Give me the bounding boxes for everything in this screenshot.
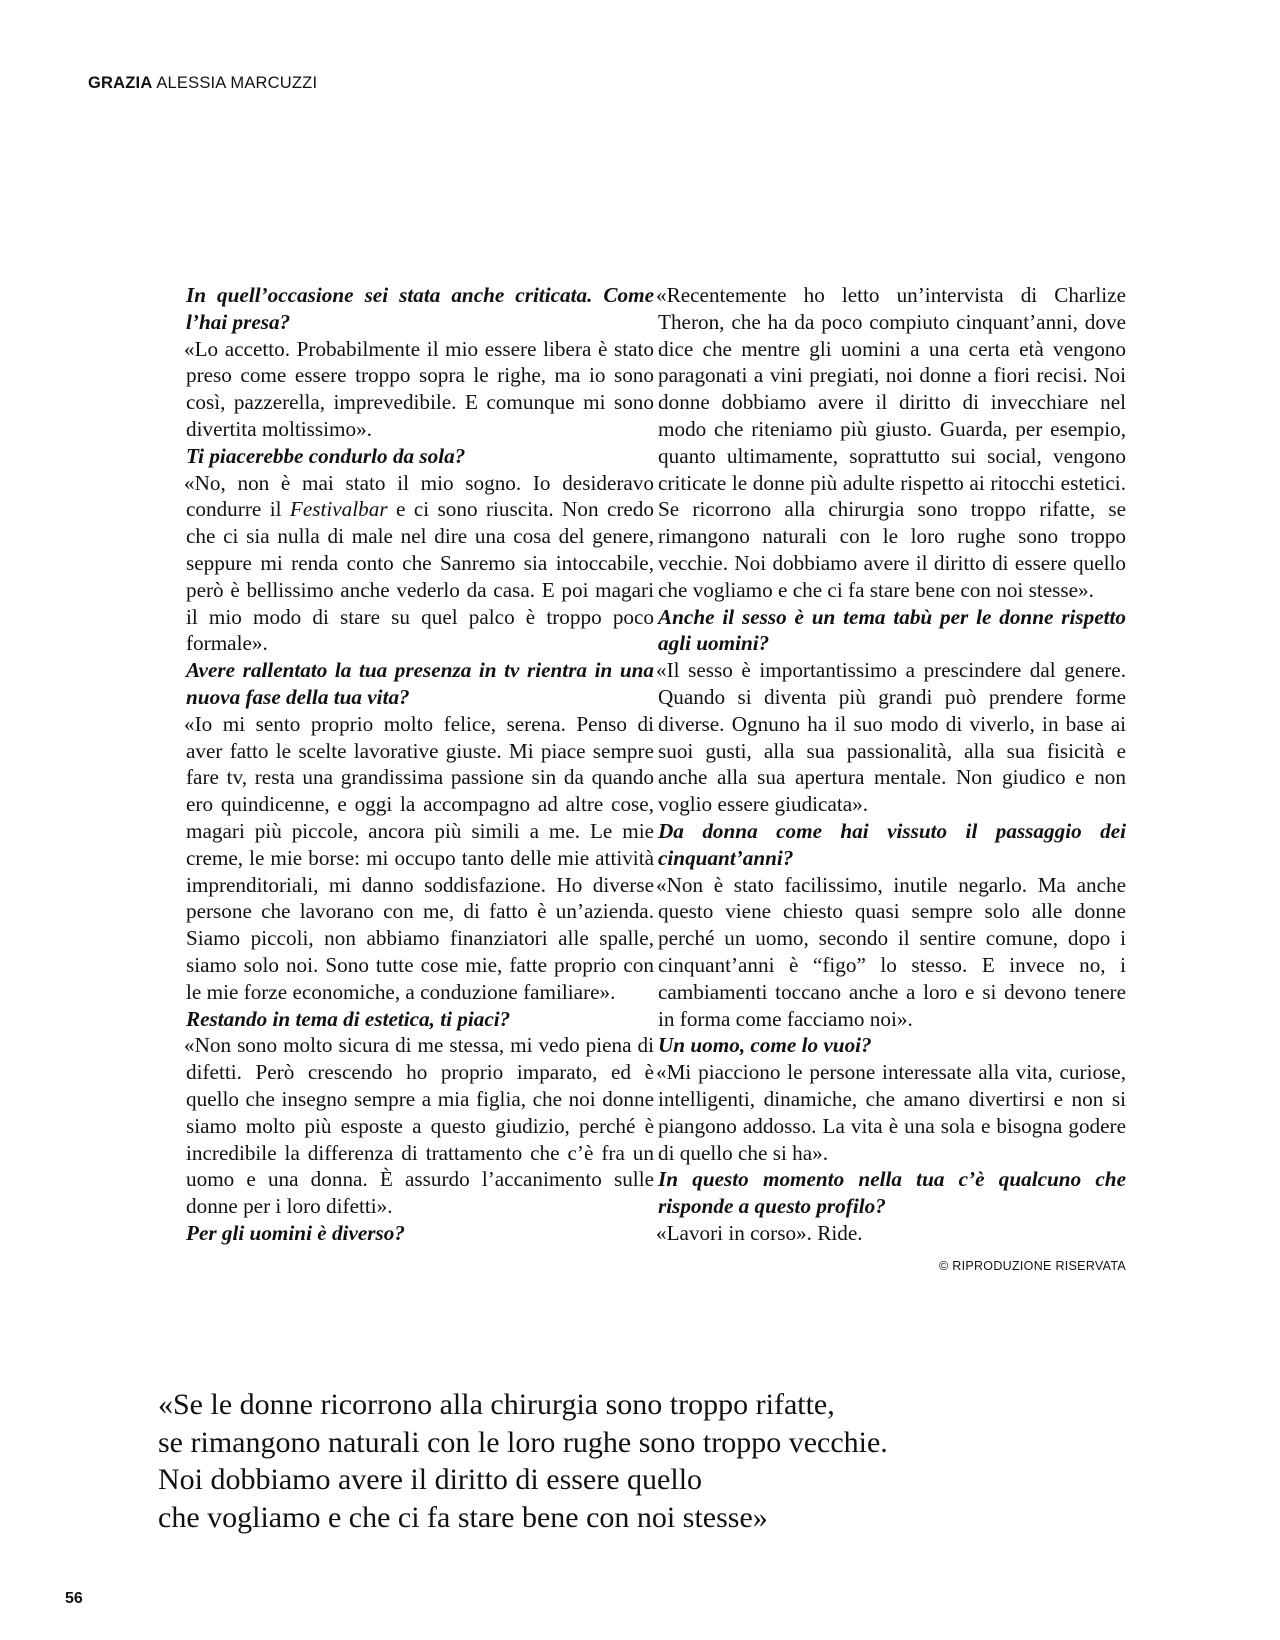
interview-question: Un uomo, come lo vuoi?	[658, 1033, 872, 1058]
article-column-right	[658, 282, 1126, 1279]
interview-question: Restando in tema di estetica, ti piaci?	[186, 1006, 511, 1031]
pull-quote	[158, 1386, 1178, 1536]
pull-quote-line: se rimangono naturali con le loro rughe sono troppo vecchie.	[158, 1425, 888, 1459]
interview-answer: «Mi piacciono le persone interessate alla vita, curiose, intelligenti, dinamiche, che amano divertirsi e non si piangono addosso. La vita è una sola e bisogna godere di quello che si ha».	[656, 1060, 1126, 1165]
running-header	[88, 74, 317, 93]
pull-quote-line: «Se le donne ricorrono alla chirurgia sono troppo rifatte,	[158, 1388, 835, 1421]
interview-answer: «Non è stato facilissimo, inutile negarlo. Ma anche questo viene chiesto quasi sempre solo alle donne perché un uomo, secondo il sentire comune, dopo i cinquant’anni è “figo” lo stesso. E invece no, i cambiamenti toccano anche a loro e si devono tenere in forma come facciamo noi».	[656, 872, 1126, 1031]
magazine-brand: GRAZIA	[88, 74, 153, 92]
interview-question: In quell’occasione sei stata anche criticata. Come l’hai presa?	[186, 283, 654, 334]
copyright-notice: © RIPRODUZIONE RISERVATA	[938, 1258, 1126, 1273]
interview-answer: «Lo accetto. Probabilmente il mio essere libera è stato preso come essere troppo sopra le righe, ma io sono così, pazzerella, imprevedibile. E comunque mi sono divertita moltissimo».	[184, 336, 654, 441]
article-column-left	[186, 282, 654, 1247]
interview-answer: «No, non è mai stato il mio sogno. Io desideravo condurre il Festivalbar e ci sono riuscita. Non credo che ci sia nulla di male nel dire una cosa del genere, seppure mi renda conto che Sanremo sia intoccabile, però è bellissimo anche vederlo da casa. E poi magari il mio modo di stare su quel palco è troppo poco formale».	[184, 470, 654, 656]
interview-answer: «Io mi sento proprio molto felice, serena. Penso di aver fatto le scelte lavorative giuste. Mi piace sempre fare tv, resta una grandissima passione sin da quando ero quindicenne, e oggi la accompagno ad altre cose, magari più piccole, ancora più simili a me. Le mie creme, le mie borse: mi occupo tanto delle mie attività imprenditoriali, mi danno soddisfazione. Ho diverse persone che lavorano con me, di fatto è un’azienda. Siamo piccoli, non abbiamo finanziatori alle spalle, siamo solo noi. Sono tutte cose mie, fatte proprio con le mie forze economiche, a conduzione familiare».	[184, 711, 654, 1004]
interview-answer: «Il sesso è importantissimo a prescindere dal genere. Quando si diventa più grandi può prendere forme diverse. Ognuno ha il suo modo di viverlo, in base ai suoi gusti, alla sua passionalità, alla sua fisicità e anche alla sua apertura mentale. Non giudico e non voglio essere giudicata».	[656, 658, 1126, 817]
page-number: 56	[65, 1590, 83, 1607]
interview-answer: «Non sono molto sicura di me stessa, mi vedo piena di difetti. Però crescendo ho proprio imparato, ed è quello che insegno sempre a mia figlia, che noi donne siamo molto più esposte a questo giudizio, perché è incredibile la differenza di trattamento che c’è fra un uomo e una donna. È assurdo l’accanimento sulle donne per i loro difetti».	[184, 1033, 654, 1219]
interview-answer: «Recentemente ho letto un’intervista di Charlize Theron, che ha da poco compiuto cinquant’anni, dove dice che mentre gli uomini a una certa età vengono paragonati a vini pregiati, noi donne a fiori recisi. Noi donne dobbiamo avere il diritto di invecchiare nel modo che riteniamo più giusto. Guarda, per esempio, quanto ultimamente, soprattutto sui social, vengono criticate le donne più adulte rispetto ai ritocchi estetici. Se ricorrono alla chirurgia sono troppo rifatte, se rimangono naturali con le loro rughe sono troppo vecchie. Noi dobbiamo avere il diritto di essere quello che vogliamo e che ci fa stare bene con noi stesse».	[656, 283, 1126, 602]
interview-question: Per gli uomini è diverso?	[186, 1220, 405, 1245]
article-subject: ALESSIA MARCUZZI	[156, 74, 318, 92]
interview-question: In questo momento nella tua c’è qualcuno che risponde a questo profilo?	[658, 1167, 1126, 1219]
interview-question: Anche il sesso è un tema tabù per le donne rispetto agli uomini?	[658, 604, 1126, 656]
interview-question: Ti piacerebbe condurlo da sola?	[186, 443, 466, 468]
interview-question: Avere rallentato la tua presenza in tv rientra in una nuova fase della tua vita?	[186, 658, 654, 709]
interview-answer: «Lavori in corso». Ride.	[656, 1220, 863, 1245]
pull-quote-line: Noi dobbiamo avere il diritto di essere quello	[158, 1463, 703, 1496]
pull-quote-line: che vogliamo e che ci fa stare bene con noi stesse»	[158, 1500, 768, 1534]
interview-question: Da donna come hai vissuto il passaggio dei cinquant’anni?	[658, 818, 1126, 870]
